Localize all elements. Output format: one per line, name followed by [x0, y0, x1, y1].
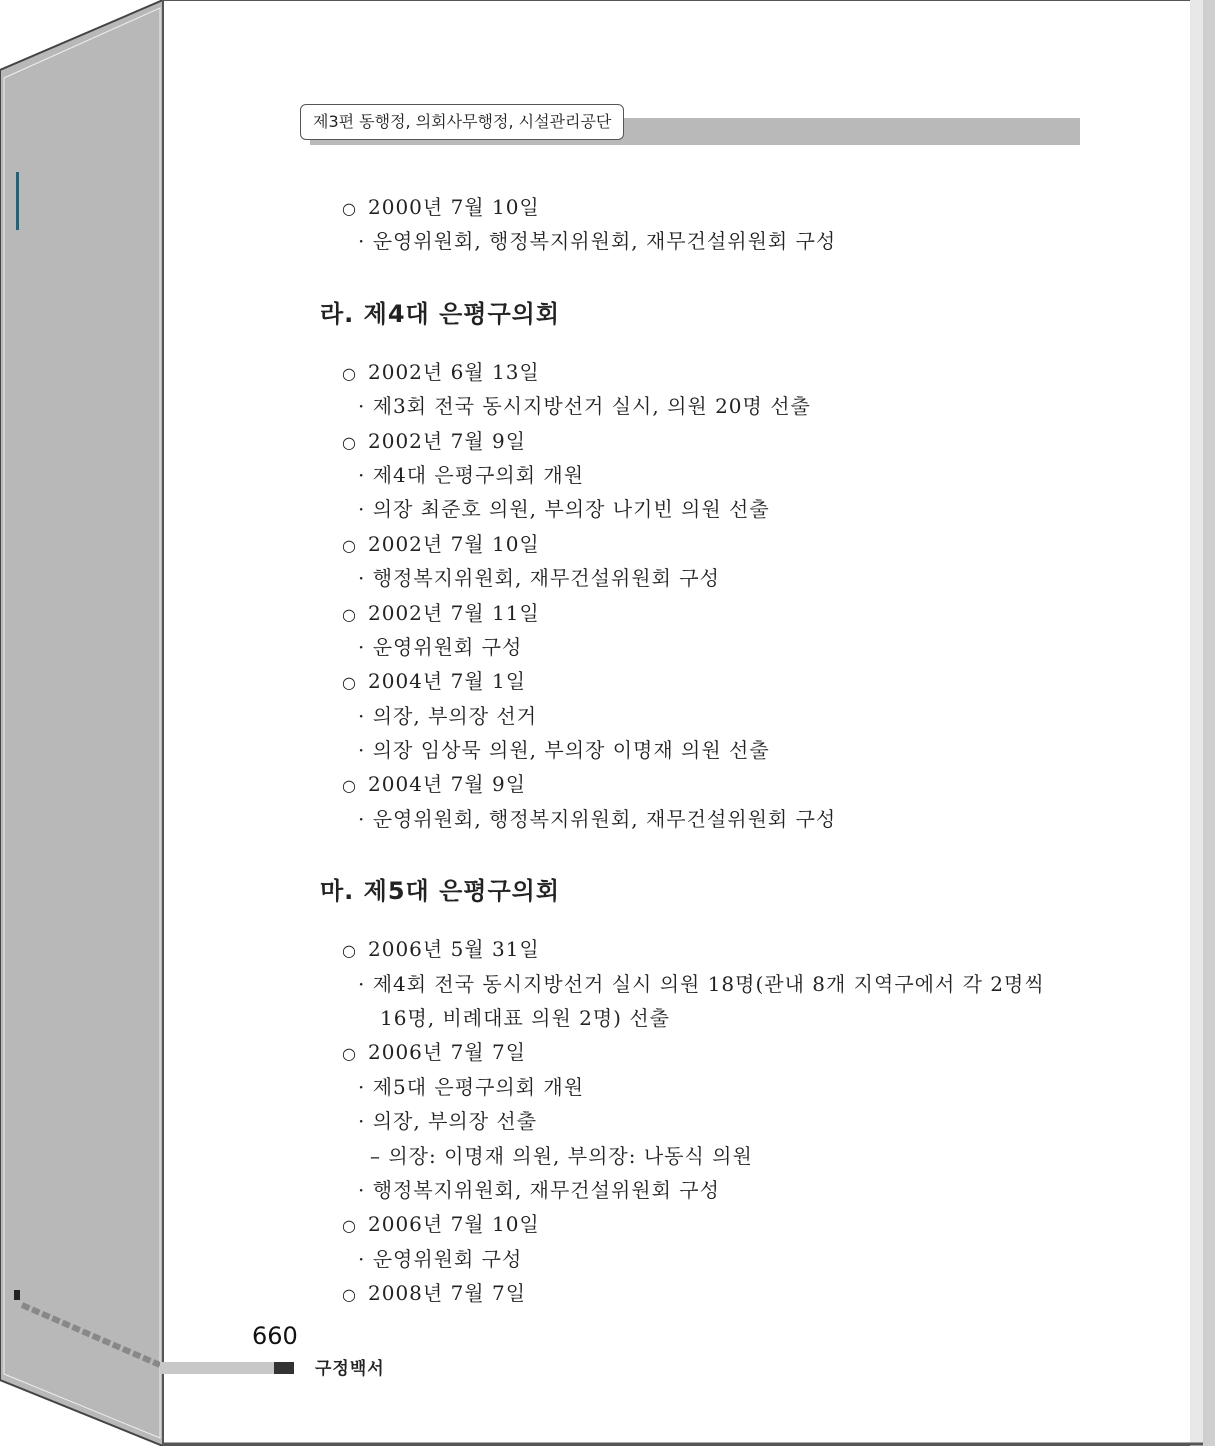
- circle-bullet-icon: ○: [342, 535, 357, 555]
- date-entry: [320, 190, 1100, 224]
- list-item: [320, 1173, 1100, 1207]
- footer-bar: [160, 1362, 280, 1374]
- date-entry: [320, 664, 1100, 698]
- list-item: [320, 699, 1100, 733]
- section-ma-list: [320, 932, 1100, 1310]
- intro-list: [320, 190, 1100, 259]
- entry-text: · 행정복지위원회, 재무건설위원회 구성: [358, 1177, 720, 1202]
- entry-text: · 운영위원회 구성: [358, 1246, 523, 1271]
- book-title: 구정백서: [315, 1359, 385, 1379]
- section-la-list: [320, 355, 1100, 836]
- entry-text: · 제3회 전국 동시지방선거 실시, 의원 20명 선출: [358, 394, 811, 419]
- page-number: 660: [252, 1322, 298, 1350]
- entry-text: 2008년 7월 7일: [368, 1281, 527, 1306]
- entry-text: · 제4회 전국 동시지방선거 실시 의원 18명(관내 8개 지역구에서 각 2명씩: [358, 971, 1045, 996]
- circle-bullet-icon: ○: [342, 1044, 357, 1064]
- entry-text: 16명, 비례대표 의원 2명) 선출: [380, 1006, 670, 1031]
- entry-text: · 운영위원회 구성: [358, 634, 523, 659]
- footer-bar-accent: [274, 1362, 294, 1374]
- date-entry: [320, 1035, 1100, 1069]
- entry-text: 2002년 7월 9일: [368, 428, 527, 453]
- list-item: [320, 561, 1100, 595]
- list-item: [320, 1070, 1100, 1104]
- section-heading-ma: 마. 제5대 은평구의회: [320, 877, 560, 906]
- circle-bullet-icon: ○: [342, 363, 357, 383]
- circle-bullet-icon: ○: [342, 776, 357, 796]
- date-entry: [320, 1276, 1100, 1310]
- page-content: [320, 190, 1100, 1311]
- entry-text: · 의장 최준호 의원, 부의장 나기빈 의원 선출: [358, 497, 770, 522]
- list-item: [320, 1001, 1100, 1035]
- circle-bullet-icon: ○: [342, 604, 357, 624]
- list-item: [320, 1139, 1100, 1173]
- list-item: [320, 967, 1100, 1001]
- date-entry: [320, 424, 1100, 458]
- entry-text: · 제4대 은평구의회 개원: [358, 462, 585, 487]
- list-item: [320, 1104, 1100, 1138]
- section-title-tab: 제3편 동행정, 의회사무행정, 시설관리공단: [300, 104, 624, 140]
- date-entry: [320, 527, 1100, 561]
- date-entry: [320, 932, 1100, 966]
- list-item: [320, 224, 1100, 258]
- circle-bullet-icon: ○: [342, 432, 357, 452]
- date-entry: [320, 355, 1100, 389]
- list-item: [320, 492, 1100, 526]
- date-entry: [320, 596, 1100, 630]
- entry-text: 2006년 7월 10일: [368, 1212, 540, 1237]
- section-heading-la: 라. 제4대 은평구의회: [320, 299, 560, 328]
- entry-text: 2006년 5월 31일: [368, 937, 540, 962]
- list-item: [320, 389, 1100, 423]
- entry-text: 2004년 7월 9일: [368, 772, 527, 797]
- entry-text: · 운영위원회, 행정복지위원회, 재무건설위원회 구성: [358, 806, 837, 831]
- entry-text: 2002년 6월 13일: [368, 359, 540, 384]
- circle-bullet-icon: ○: [342, 1285, 357, 1305]
- entry-text: · 운영위원회, 행정복지위원회, 재무건설위원회 구성: [358, 229, 837, 254]
- list-item: [320, 733, 1100, 767]
- entry-text: · 의장, 부의장 선출: [358, 1109, 538, 1134]
- list-item: [320, 1242, 1100, 1276]
- entry-text: · 행정복지위원회, 재무건설위원회 구성: [358, 566, 720, 591]
- entry-text: · 제5대 은평구의회 개원: [358, 1074, 585, 1099]
- date-entry: [320, 1207, 1100, 1241]
- entry-text: 2002년 7월 10일: [368, 531, 540, 556]
- list-item: [320, 630, 1100, 664]
- entry-text: 2000년 7월 10일: [368, 195, 540, 219]
- entry-text: 2004년 7월 1일: [368, 669, 527, 694]
- entry-text: – 의장: 이명재 의원, 부의장: 나동식 의원: [370, 1143, 753, 1168]
- list-item: [320, 802, 1100, 836]
- circle-bullet-icon: ○: [342, 199, 357, 218]
- circle-bullet-icon: ○: [342, 1216, 357, 1236]
- entry-text: 2006년 7월 7일: [368, 1040, 527, 1065]
- circle-bullet-icon: ○: [342, 941, 357, 961]
- entry-text: · 의장, 부의장 선거: [358, 703, 538, 728]
- entry-text: · 의장 임상묵 의원, 부의장 이명재 의원 선출: [358, 738, 770, 763]
- list-item: [320, 458, 1100, 492]
- circle-bullet-icon: ○: [342, 673, 357, 693]
- date-entry: [320, 767, 1100, 801]
- entry-text: 2002년 7월 11일: [368, 600, 540, 625]
